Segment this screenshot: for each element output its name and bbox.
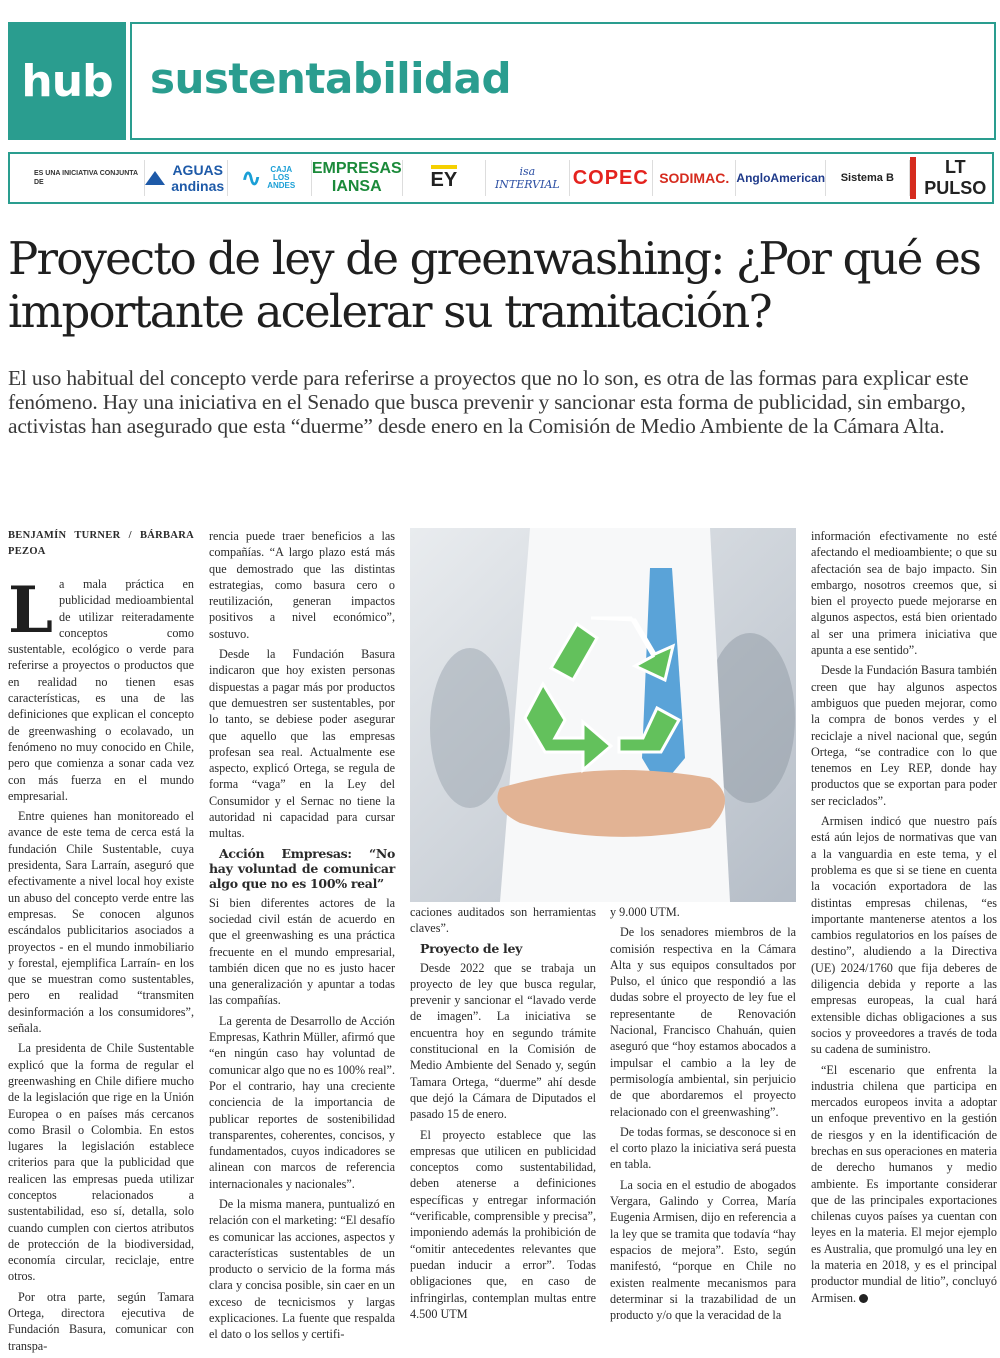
paragraph: Por otra parte, según Tamara Ortega, directora ejecutiva de Fundación Basura, comunicar con transpa- [8,1289,194,1353]
mountain-icon [145,171,165,185]
paragraph: Desde la Fundación Basura también creen que hay algunos aspectos ambiguos que pueden mejorar, como la compra de bonos verdes y el reciclaje a nivel nacional que, según Ortega, “se contradice con lo que tenemos en Ley REP, donde hay productos que se exportan para poder ser reciclados”. [811,663,997,808]
column-5 [811,528,997,1310]
photo-illustration [410,528,796,902]
column-1 [8,528,194,1358]
paragraph: Si bien diferentes actores de la sociedad civil están de acuerdo en que el greenwashing es una práctica frecuente en el mundo empresarial, también dicen que no es justo hacer una generalización y apuntar a todas las compañías. [209,895,395,1008]
logo-sodimac: SODIMAC. [652,160,735,196]
paragraph: El proyecto establece que las empresas que utilicen en publicidad conceptos como sustentabilidad, deben atenerse a definiciones específicas y entregar información “verificable, comprensible y precisa”, imponiendo además la prohibición de “omitir antecedentes relevantes que puedan inducir a error”. Todas obligaciones que, en caso de infringirlas, contemplan multas entre 4.500 UTM [410,1127,596,1321]
hub-label: hub [21,55,113,107]
column-2 [209,528,395,1347]
logo-sistema-b: Sistema B [825,160,908,196]
headline: Proyecto de ley de greenwashing: ¿Por qué es importante acelerar su tramitación? [8,232,981,338]
paragraph: caciones auditados son herramientas claves”. [410,905,596,936]
logo-ey: EY [402,160,485,196]
paragraph: información efectivamente no esté afectando el medioambiente; o que su afectación sea de bajo impacto. Sin embargo, nosotros creemos que, si bien el proyecto puede mejorarse en algunos aspectos, está bien orientado al ser una primera iniciativa que apunta a ese sentido”. [811,529,997,658]
paragraph: Entre quienes han monitoreado el avance de este tema de cerca está la fundación Chile Sustentable, cuya presidenta, Sara Larraín, aseguró que efectivamente a nivel local hoy existe un abuso del concepto verde entre las empresas. Se conocen algunos escándalos publicitarios asociados a proyectos - en el mundo inmobiliario y forestal, ejemplifica Larraín- en los que se muestran como sustentables, pero en realidad “transmiten desinformación a los consumidores”, señala. [8,809,194,1036]
paragraph: “El escenario que enfrenta la industria chilena que participa en mercados europeos invita a adoptar un enfoque preventivo en la gestión de riesgos y en la identificación de brechas en sus operaciones en materia de derecho humanos y medio ambiente. Es importante considerar que de las principales exportaciones chilenas cuyos países ya cuentan con leyes en la materia. El mejor ejemplo es Australia, que promulgó una ley en la materia en 2018, y es el principal productor mundial de litio”, concluyó Armisen. [811,1062,997,1305]
paragraph: Desde la Fundación Basura indicaron que hoy existen personas dispuestas a pagar más por productos que demuestren ser sustentables, por lo tanto, se debiese poder asegurar que aquello que las empresas profesan sea real. Actualmente ese aspecto, explicó Ortega, se regula de forma “vaga” en la Ley del Consumidor y el Sernac no tiene la autoridad ni capacidad para cursar multas. [209,647,395,841]
paragraph: De la misma manera, puntualizó en relación con el marketing: “El desafío es comunicar las acciones, aspectos y características sustentables de un producto o servicio de la forma más clara y concisa posible, sin caer en un exceso de tecnicismos y largas explicaciones. La fuente que respalda el dato o los sellos y certifi- [209,1196,395,1342]
logo-copec: COPEC [569,160,652,196]
subhead-accion-empresas: Acción Empresas: “No hay voluntad de comunicar algo que no es 100% real” [209,845,395,891]
logo-pulso: LT PULSO [909,160,992,196]
end-mark-icon [859,1294,868,1303]
logo-iansa: EMPRESAS IANSA [311,160,402,195]
paragraph: La mala práctica en publicidad medioambiental de utilizar reiteradamente conceptos como sustentable, ecológico o verde para referirse a proyectos o productos que en realidad no tienen esas características, es una de las definiciones que explican el concepto de greenwashing o ecolavado, un fenómeno no muy conocido en Chile, pero que comienza a sonar cada vez con más fuerza en el mundo empresarial. [8,573,194,803]
wave-icon: ∿ [241,164,262,192]
section-label: sustentabilidad [150,54,512,103]
paragraph: De todas formas, se desconoce si en el corto plazo la iniciativa será puesta en tabla. [610,1124,796,1172]
sponsors-bar [8,152,994,204]
logo-anglo-american: AngloAmerican [735,160,825,196]
byline: BENJAMÍN TURNER / BÁRBARA PEZOA [8,530,194,557]
paragraph: La socia en el estudio de abogados Vergara, Galindo y Correa, María Eugenia Armisen, dijo en referencia a la ley que se tramita que todavía “hay espacios de mejora”. Esto, según manifestó, “porque en Chile no existen realmente mecanismos para determinar si la trazabilidad de un producto y/o que la veracidad de la [610,1177,796,1323]
dropcap: L [8,573,53,648]
logo-isa-intervial: isa INTERVIAL [485,160,568,196]
column-3 [410,904,596,1326]
page-header [8,22,996,140]
paragraph: La presidenta de Chile Sustentable explicó que la forma de regular el greenwashing en Chile difiere mucho de la legislación que rige en la Unión Europea o en países más cercanos como Brasil o Colombia. En estos lugares la legislación establece criterios para que la publicidad que realicen las empresas pueda utilizar conceptos relacionados a sustentabilidad, eso sí, detalla, solo cuando cumplen con ciertos atributos de protección de la biodiversidad, economía circular, reciclaje, entre otros. [8,1041,194,1284]
paragraph: rencia puede traer beneficios a las compañías. “A largo plazo está más que demostrado que las distintas estrategias, como basura cero o reutilización, generan impactos positivos a nivel económico”, sostuvo. [209,529,395,641]
paragraph: La gerenta de Desarrollo de Acción Empresas, Kathrin Müller, afirmó que “en ningún caso hay voluntad de comunicar algo que no es 100% real”. Por el contrario, hay una creciente conciencia de la importancia de publicar reportes de sostenibilidad transparentes, coherentes, concisos, y fundamentados, cuyos indicadores se alinean con marcos de referencia internacionales y nacionales”. [209,1013,395,1191]
sponsors-intro: ES UNA INICIATIVA CONJUNTA DE [34,170,138,186]
logo-aguas-andinas: AGUAS andinas [144,160,227,196]
section-banner [130,22,996,140]
deck: El uso habitual del concepto verde para referirse a proyectos que no lo son, es otra de las formas para explicar este fenómeno. Hay una iniciativa en el Senado que busca prevenir y sancionar esta forma de publicidad, sin embargo, activistas han asegurado que esta “duerme” desde enero en la Comisión de Medio Ambiente de la Cámara Alta. [8,366,969,438]
paragraph: Desde 2022 que se trabaja un proyecto de ley que busca regular, prevenir y sancionar el “lavado verde de imagen”. La iniciativa se encuentra hoy en segundo trámite constitucional en la Comisión de Medio Ambiente del Senado y, según Tamara Ortega, “duerme” ahí desde que dejó la Cámara de Diputados el pasado 15 de enero. [410,960,596,1122]
subhead-proyecto-de-ley: Proyecto de ley [420,940,523,956]
paragraph: De los senadores miembros de la comisión respectiva en la Cámara Alta y sus equipos consultados por Pulso, el único que respondió a las dudas sobre el proyecto de ley fue el representante de Renovación Nacional, Francisco Chahuán, quien aseguró que “hoy estamos abocados a impulsar el cambio a la ley de permisología ambiental, sin perjuicio de que abordaremos el proyecto relacionado con el greenwashing”. [610,925,796,1119]
column-4 [610,904,796,1327]
article-photo [410,528,796,902]
hub-logo [8,22,126,140]
paragraph: Armisen indicó que nuestro país está aún lejos de normativas que van a la vanguardia en este tema, y el problema es que si se tiene en cuenta la vocación exportadora de las distintas empresas chilenas, “es importante mantenerse atentos a los cambios regulatorios en los países de destino”, aludiendo a la Directiva (UE) 2024/1760 que fija deberes de diligencia debida y reporte a las empresas europeas, la cual hará extensible dichas obligaciones a sus socios y proveedores a través de toda su cadena de suministro. [811,814,997,1057]
logo-caja-los-andes: ∿ CAJA LOS ANDES [227,160,310,196]
paragraph: y 9.000 UTM. [610,905,680,919]
